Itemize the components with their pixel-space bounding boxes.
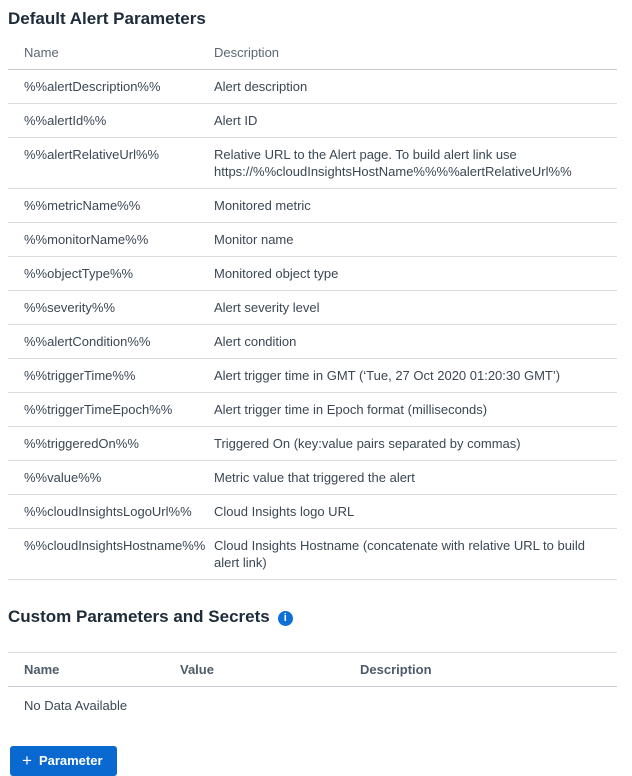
table-row <box>8 427 617 461</box>
param-description: Metric value that triggered the alert <box>214 470 415 485</box>
add-parameter-button[interactable] <box>10 746 117 776</box>
param-description: Cloud Insights Hostname (concatenate with relative URL to build alert link) <box>214 538 585 570</box>
param-description: Alert description <box>214 79 308 94</box>
default-params-table-body <box>8 70 617 580</box>
param-name: %%alertId%% <box>24 113 107 128</box>
param-description: Relative URL to the Alert page. To build alert link use https://%%cloudInsightsHostName%%%%alertRelativeUrl%% <box>214 147 572 179</box>
table-row <box>8 529 617 580</box>
column-header-description: Description <box>360 662 432 677</box>
column-header-name: Name <box>24 45 59 60</box>
param-name: %%objectType%% <box>24 266 134 281</box>
table-row <box>8 325 617 359</box>
default-params-table-header <box>8 36 617 70</box>
param-description: Monitored metric <box>214 198 311 213</box>
table-row <box>8 104 617 138</box>
param-name: %%alertDescription%% <box>24 79 161 94</box>
param-name: %%value%% <box>24 470 102 485</box>
table-row <box>8 393 617 427</box>
param-description: Monitored object type <box>214 266 339 281</box>
param-name: %%alertRelativeUrl%% <box>24 147 160 162</box>
plus-icon: + <box>22 750 32 770</box>
param-name: %%triggeredOn%% <box>24 436 139 451</box>
param-description: Triggered On (key:value pairs separated by commas) <box>214 436 521 451</box>
table-row <box>8 291 617 325</box>
param-name: %%triggerTime%% <box>24 368 136 383</box>
param-name: %%alertCondition%% <box>24 334 151 349</box>
column-header-description: Description <box>214 45 280 60</box>
custom-params-table-header <box>8 652 617 687</box>
custom-params-table <box>8 652 617 722</box>
param-description: Monitor name <box>214 232 294 247</box>
table-row <box>8 257 617 291</box>
table-row <box>8 359 617 393</box>
param-description: Alert severity level <box>214 300 320 315</box>
default-params-header <box>8 8 617 30</box>
default-params-table <box>8 36 617 580</box>
table-row <box>8 495 617 529</box>
param-name: %%severity%% <box>24 300 116 315</box>
param-description: Alert ID <box>214 113 258 128</box>
add-parameter-button-label: Parameter <box>38 753 103 768</box>
param-name: %%metricName%% <box>24 198 141 213</box>
column-header-value: Value <box>180 662 214 677</box>
no-data-message: No Data Available <box>24 698 128 713</box>
column-header-name: Name <box>24 662 60 677</box>
info-icon[interactable]: i <box>278 611 293 626</box>
table-row <box>8 138 617 189</box>
table-row <box>8 70 617 104</box>
default-params-title: Default Alert Parameters <box>8 9 206 28</box>
param-description: Alert trigger time in Epoch format (milliseconds) <box>214 402 488 417</box>
table-row <box>8 223 617 257</box>
table-row <box>8 189 617 223</box>
param-description: Cloud Insights logo URL <box>214 504 355 519</box>
param-name: %%cloudInsightsHostname%% <box>24 538 206 553</box>
custom-params-header <box>8 606 617 628</box>
param-name: %%cloudInsightsLogoUrl%% <box>24 504 192 519</box>
param-description: Alert trigger time in GMT (‘Tue, 27 Oct 2020 01:20:30 GMT’) <box>214 368 561 383</box>
table-row <box>8 461 617 495</box>
custom-params-title: Custom Parameters and Secrets <box>8 607 270 626</box>
param-description: Alert condition <box>214 334 297 349</box>
param-name: %%triggerTimeEpoch%% <box>24 402 173 417</box>
empty-table-row <box>8 687 617 722</box>
param-name: %%monitorName%% <box>24 232 149 247</box>
